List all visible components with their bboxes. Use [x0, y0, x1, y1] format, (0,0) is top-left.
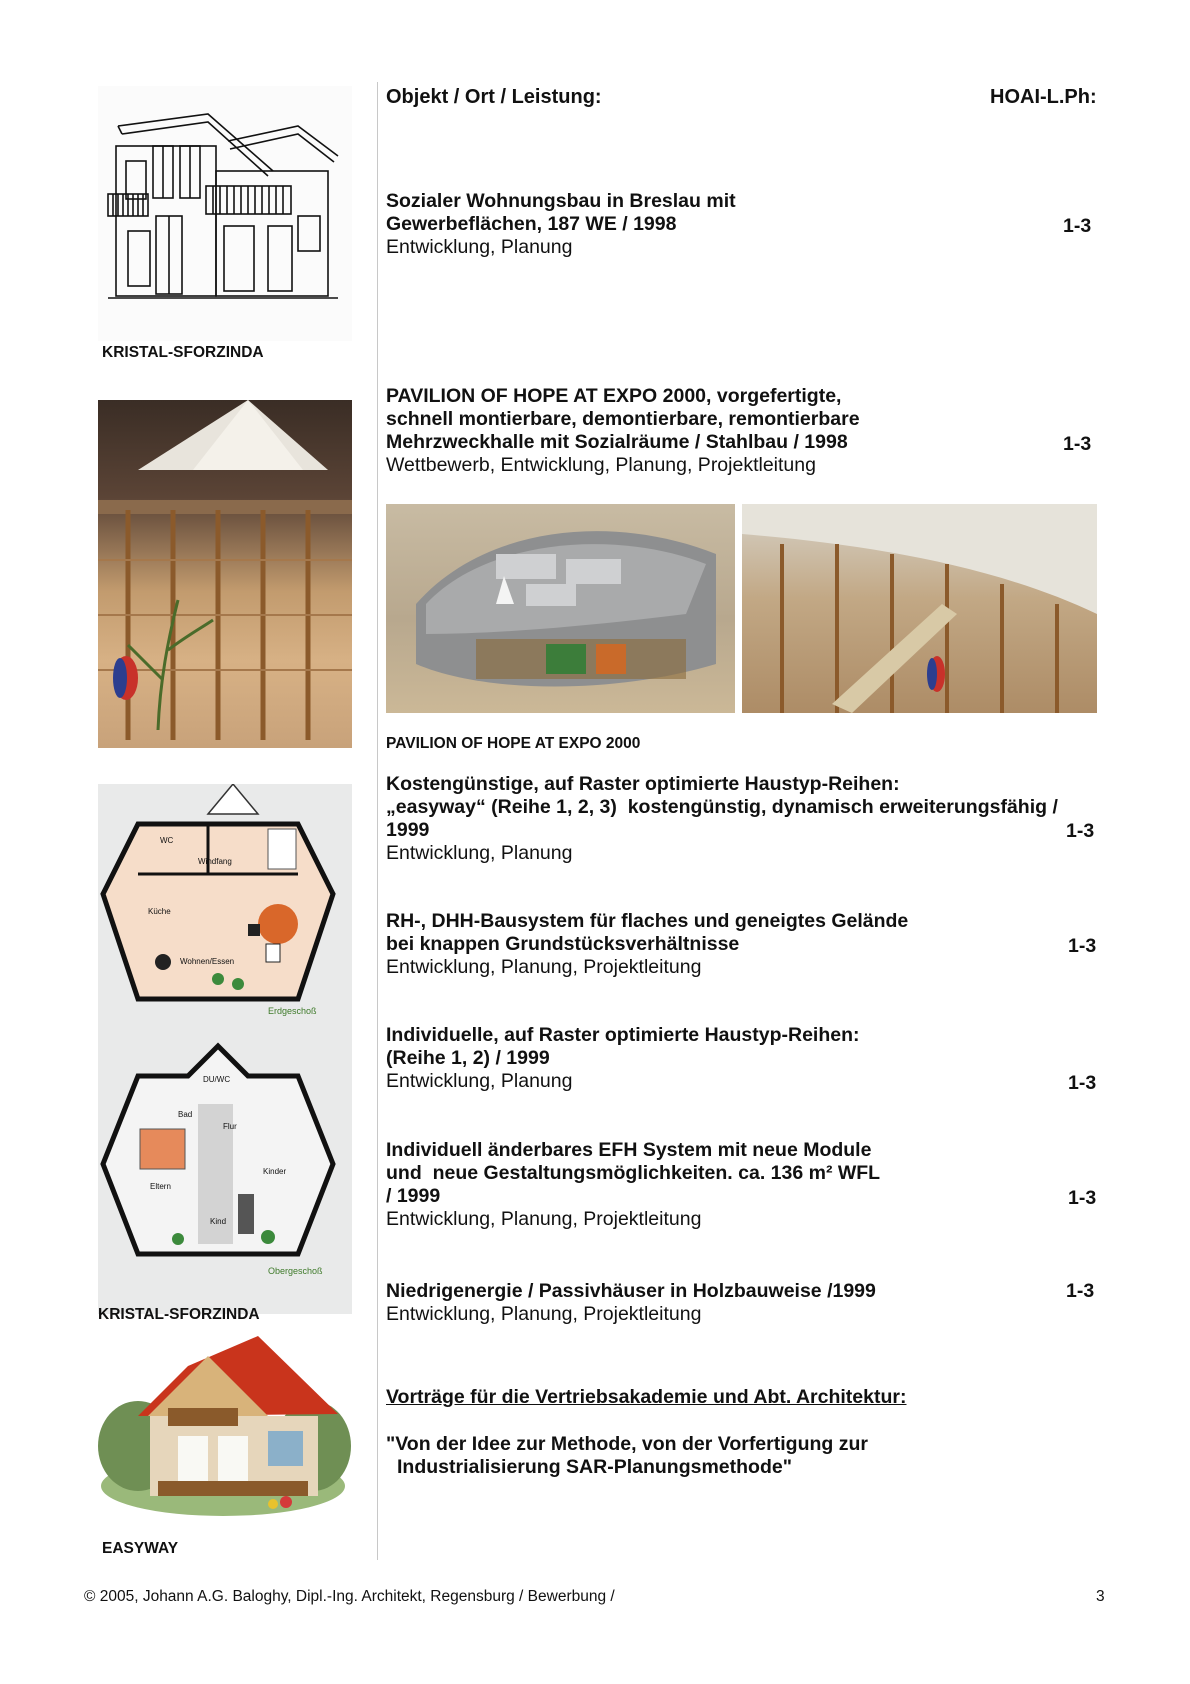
caption-pavilion-of-hope: PAVILION OF HOPE AT EXPO 2000 [386, 735, 641, 752]
project-easyway-haustyp-reihen [386, 773, 1058, 865]
hoai-phase: 1-3 [1066, 1280, 1095, 1302]
hoai-phase: 1-3 [1066, 820, 1095, 842]
project-title-line: / 1999 [386, 1185, 441, 1207]
project-title-line: Individuell änderbares EFH System mit neue Module [386, 1139, 872, 1161]
label-du-wc: DU/WC [203, 1075, 231, 1084]
project-services: Entwicklung, Planung [386, 842, 573, 864]
project-title-line: Individuelle, auf Raster optimierte Haustyp-Reihen: [386, 1024, 860, 1046]
hoai-phase: 1-3 [1068, 1072, 1097, 1094]
project-individuelle-haustyp-reihen [386, 1024, 860, 1093]
label-bad: Bad [178, 1110, 193, 1119]
label-flur: Flur [223, 1122, 237, 1131]
caption-easyway: EASYWAY [102, 1540, 179, 1557]
label-windfang: Windfang [198, 857, 232, 866]
pavilion-aerial-photo [386, 504, 735, 713]
lecture-title-line: Industrialisierung SAR-Planungsmethode" [397, 1456, 792, 1478]
project-services: Entwicklung, Planung [386, 236, 573, 258]
pavilion-interior-photo [742, 504, 1097, 713]
project-title-line: Niedrigenergie / Passivhäuser in Holzbauweise /1999 [386, 1280, 876, 1302]
project-title-line: Kostengünstige, auf Raster optimierte Haustyp-Reihen: [386, 773, 900, 795]
project-title-line: Gewerbeflächen, 187 WE / 1998 [386, 213, 677, 235]
project-services: Entwicklung, Planung, Projektleitung [386, 1303, 702, 1325]
hoai-phase: 1-3 [1063, 433, 1092, 455]
floor-plan-image [98, 784, 352, 1314]
house-sketch-image [98, 86, 352, 341]
project-title-line: Sozialer Wohnungsbau in Breslau mit [386, 190, 736, 212]
project-title-line: 1999 [386, 819, 430, 841]
hoai-phase: 1-3 [1068, 935, 1097, 957]
label-wohnen-essen: Wohnen/Essen [180, 957, 235, 966]
lecture-title-line: "Von der Idee zur Methode, von der Vorfertigung zur [386, 1433, 868, 1455]
project-services: Entwicklung, Planung, Projektleitung [386, 956, 702, 978]
lectures-heading: Vorträge für die Vertriebsakademie und Abt. Architektur: [386, 1386, 907, 1408]
column-divider [377, 82, 378, 1560]
hoai-phase: 1-3 [1068, 1187, 1097, 1209]
label-kind: Kind [210, 1217, 227, 1226]
project-title-line: PAVILION OF HOPE AT EXPO 2000, vorgefertigte, [386, 385, 842, 407]
easyway-house-image [98, 1336, 352, 1520]
page-number: 3 [1096, 1588, 1105, 1605]
label-obergeschoss: Obergeschoß [268, 1266, 323, 1276]
project-services: Entwicklung, Planung [386, 1070, 573, 1092]
label-kinder: Kinder [263, 1167, 287, 1176]
caption-kristal-sforzinda-2: KRISTAL-SFORZINDA [98, 1306, 260, 1323]
project-title-line: Mehrzweckhalle mit Sozialräume / Stahlbau / 1998 [386, 431, 848, 453]
project-title-line: und neue Gestaltungsmöglichkeiten. ca. 136 m² WFL [386, 1162, 881, 1184]
project-title-line: bei knappen Grundstücksverhältnisse [386, 933, 740, 955]
project-pavilion-of-hope [386, 385, 860, 477]
project-services: Entwicklung, Planung, Projektleitung [386, 1208, 702, 1230]
lecture-title [386, 1433, 868, 1479]
project-rh-dhh-bausystem [386, 910, 908, 979]
pavilion-model-photo [98, 400, 352, 748]
project-services: Wettbewerb, Entwicklung, Planung, Projektleitung [386, 454, 816, 476]
label-kueche: Küche [148, 907, 171, 916]
project-title-line: schnell montierbare, demontierbare, remontierbare [386, 408, 860, 430]
column-header-objekt: Objekt / Ort / Leistung: [386, 86, 602, 108]
hoai-phase: 1-3 [1063, 215, 1092, 237]
project-title-line: „easyway“ (Reihe 1, 2, 3) kostengünstig, dynamisch erweiterungsfähig / [386, 796, 1058, 818]
label-erdgeschoss: Erdgeschoß [268, 1006, 317, 1016]
project-title-line: (Reihe 1, 2) / 1999 [386, 1047, 550, 1069]
project-title-line: RH-, DHH-Bausystem für flaches und geneigtes Gelände [386, 910, 909, 932]
column-header-hoai: HOAI-L.Ph: [990, 86, 1097, 108]
label-eltern: Eltern [150, 1182, 171, 1191]
caption-kristal-sforzinda: KRISTAL-SFORZINDA [102, 344, 264, 361]
project-efh-system [386, 1139, 880, 1231]
label-wc: WC [160, 836, 174, 845]
footer-copyright: © 2005, Johann A.G. Baloghy, Dipl.-Ing. Architekt, Regensburg / Bewerbung / [84, 1588, 615, 1605]
project-sozialer-wohnungsbau [386, 190, 736, 259]
project-passivhaeuser [386, 1280, 876, 1326]
